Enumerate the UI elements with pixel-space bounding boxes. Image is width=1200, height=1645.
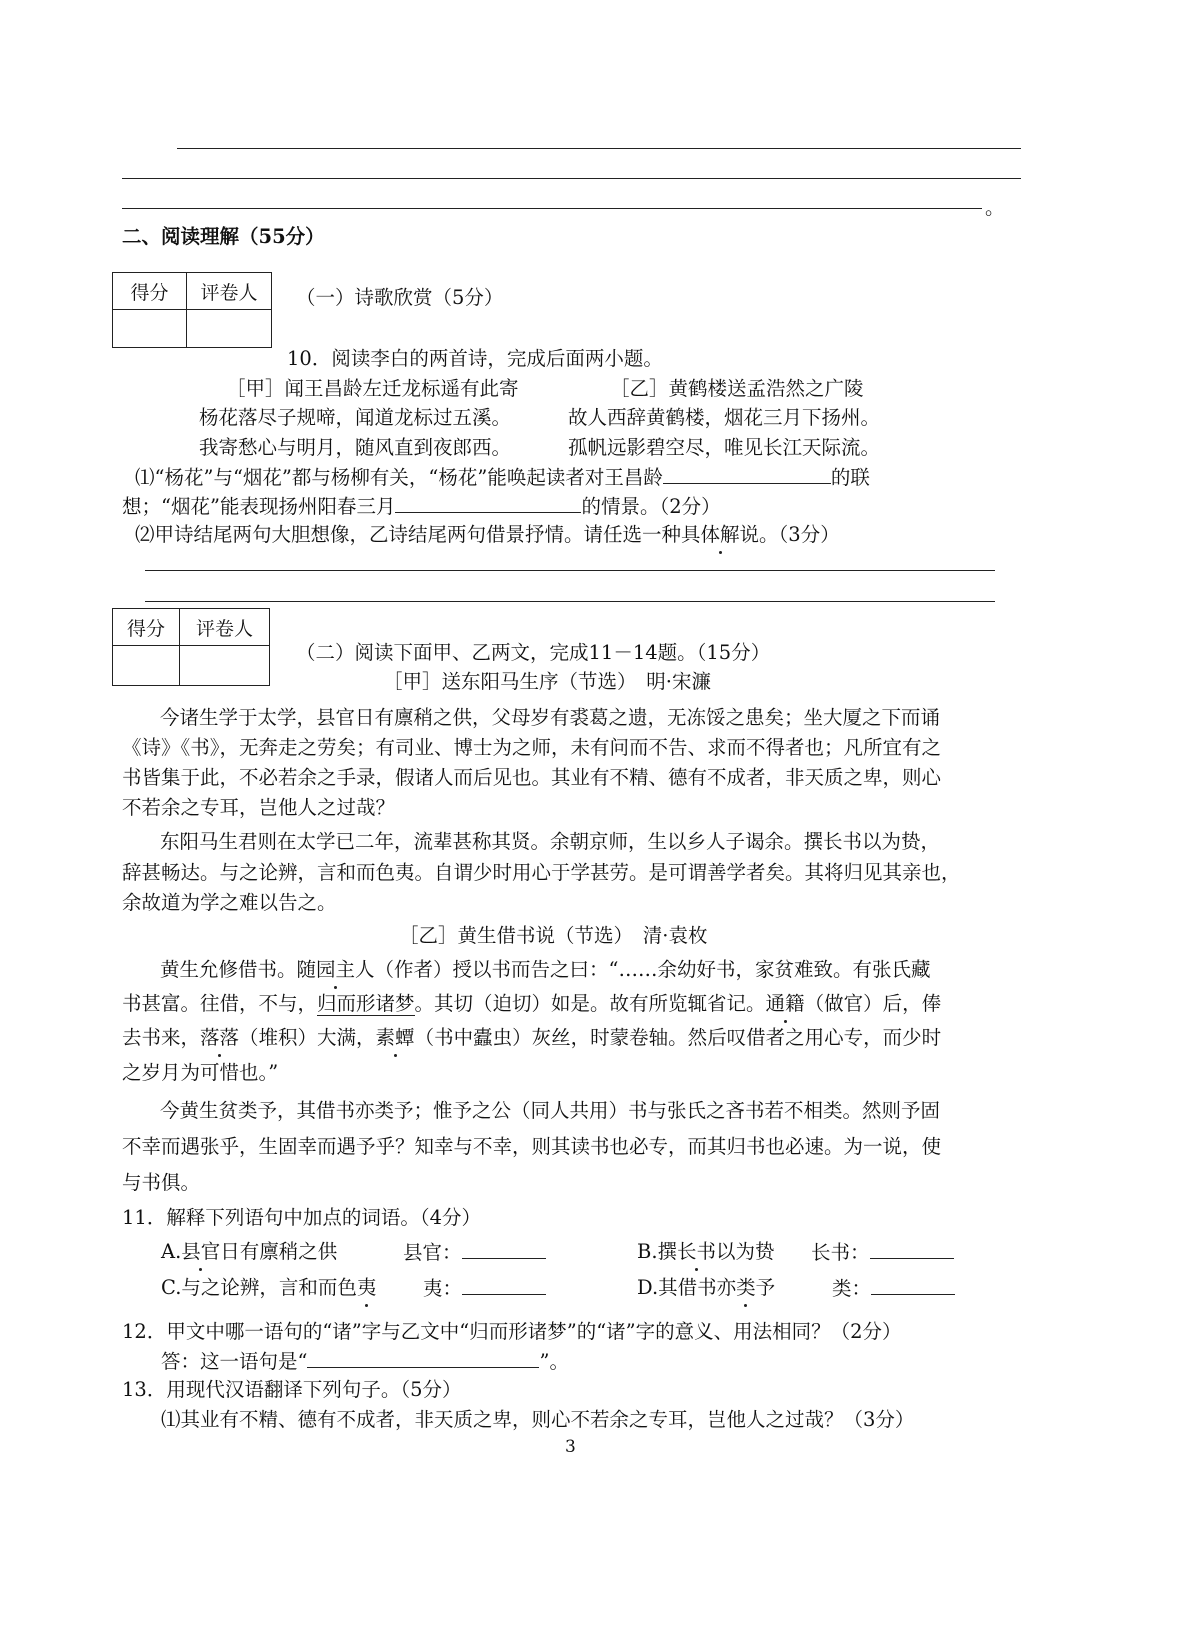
- text-a-p1-line4: 不若余之专耳，岂他人之过哉？: [122, 796, 396, 819]
- q10-prompt: 10．阅读李白的两首诗，完成后面两小题。: [287, 347, 663, 370]
- score-label: 得分: [113, 273, 187, 310]
- q10-sub1-text-d: 的情景。（2分）: [581, 495, 721, 518]
- text-b-p1-l2-dotted: 通籍: [765, 992, 805, 1015]
- q11-b-dotted: 长书: [677, 1240, 717, 1263]
- text-b-p2-line2: 不幸而遇张乎，生固幸而遇予乎？知幸与不幸，则其读书也必专，而其归书也必速。为一说，使: [122, 1135, 942, 1158]
- text-a-p1-line3: 书皆集于此，不必若余之手录，假诸人而后见也。其业有不精、德有不成者，非天质之卑，则心: [122, 766, 942, 789]
- text-b-p1-l3-c: （书中蠹虫）灰丝，时蒙卷轴。然后叹借者之用心专，而少时: [414, 1026, 942, 1049]
- q11-a-text: 日有廪稍之供: [220, 1240, 338, 1263]
- text-b-p1-l2-b: 。其切（迫切）如是。故有所览辄省记。: [414, 992, 766, 1015]
- grader-label: 评卷人: [187, 273, 272, 310]
- grader-label: 评卷人: [180, 609, 270, 646]
- q11-a-dotted: 县官: [181, 1240, 221, 1263]
- q11-d-blank[interactable]: [871, 1276, 955, 1295]
- answer-line-3: [122, 208, 982, 209]
- q10-sub1-blank-1[interactable]: [663, 465, 831, 484]
- q11-option-c: [161, 1276, 376, 1300]
- text-a-p1-line1: 今诸生学于太学，县官日有廪稍之供，父母岁有裘葛之遗，无冻馁之患矣；坐大厦之下而诵: [160, 706, 941, 729]
- q11-option-d: [637, 1276, 775, 1300]
- text-b-p2-line3: 与书俱。: [122, 1171, 201, 1194]
- q10-sub2: [135, 523, 840, 547]
- text-a-p2-line1: 东阳马生君则在太学已二年，流辈甚称其贤。余朝京师，生以乡人子谒余。撰长书以为贽，: [160, 830, 941, 853]
- q11-prompt: 11．解释下列语句中加点的词语。（4分）: [122, 1206, 481, 1229]
- text-b-p1-l3-dotted-2: 素蟫: [375, 1026, 415, 1049]
- q10-sub1-blank-2[interactable]: [395, 494, 581, 513]
- q11-c-label: 夷：: [423, 1277, 463, 1300]
- period-mark: 。: [985, 196, 1005, 219]
- q10-sub2-text-a: ⑵甲诗结尾两句大胆想像，乙诗结尾两句借景抒情。请任选一种: [135, 523, 682, 546]
- section-title: 二、阅读理解（55分）: [122, 225, 325, 248]
- q11-option-a: [161, 1240, 337, 1264]
- text-b-p1-l1-dotted: 随园主人: [296, 958, 375, 981]
- q12-answer: [161, 1349, 569, 1374]
- score-cell[interactable]: [113, 646, 180, 686]
- q12-prompt: 12．甲文中哪一语句的“诸”字与乙文中“归而形诸梦”的“诸”字的意义、用法相同？（2分）: [122, 1320, 902, 1343]
- q11-d-text-2: 予: [755, 1276, 776, 1299]
- text-b-p1-l1-b: （作者）授以书而告之曰：“……余幼好书，家贫难致。有张氏藏: [374, 958, 931, 981]
- q10-sub1-line2: [122, 494, 721, 519]
- page-number: 3: [565, 1437, 576, 1457]
- poem-a-line-2: 我寄愁心与明月，随风直到夜郎西。: [199, 436, 512, 459]
- score-label: 得分: [113, 609, 180, 646]
- part2-title: （二）阅读下面甲、乙两文，完成11－14题。（15分）: [296, 641, 771, 664]
- text-b-p1-l2-c: （做官）后，俸: [804, 992, 942, 1015]
- poem-b-line-2: 孤帆远影碧空尽，唯见长江天际流。: [568, 436, 881, 459]
- q11-c-answer: [423, 1276, 546, 1301]
- text-b-p1-line3: [122, 1026, 941, 1050]
- poem-a-line-1: 杨花落尽子规啼，闻道龙标过五溪。: [199, 406, 512, 429]
- q12-answer-suffix: ”。: [539, 1350, 569, 1373]
- q12-blank[interactable]: [307, 1349, 539, 1368]
- poem-a-title: ［甲］闻王昌龄左迁龙标遥有此寄: [226, 377, 519, 400]
- text-b-p1-line4: 之岁月为可惜也。”: [122, 1061, 279, 1084]
- q10-sub2-text-b: 。（3分）: [759, 523, 840, 546]
- q12-answer-prefix: 答：这一语句是“: [161, 1350, 308, 1373]
- q11-d-text: D.其借书亦: [637, 1276, 737, 1299]
- poem-b-line-1: 故人西辞黄鹤楼，烟花三月下扬州。: [568, 406, 881, 429]
- answer-line-1: [177, 148, 1021, 149]
- q11-b-label: 长书：: [811, 1241, 870, 1264]
- text-b-p1-line2: [122, 992, 941, 1016]
- q11-c-dotted: 夷: [356, 1276, 377, 1299]
- q10-sub1-text-c: 想；“烟花”能表现扬州阳春三月: [122, 495, 396, 518]
- text-b-p1-l1-a: 黄生允修借书。: [160, 958, 297, 981]
- q11-c-blank[interactable]: [462, 1276, 546, 1295]
- q11-a-answer: [403, 1240, 546, 1265]
- text-a-p1-line2: 《诗》《书》，无奔走之劳矣；有司业、博士为之师，未有问而不告、求而不得者也；凡所宜有之: [122, 736, 942, 759]
- q10-sub1-text-a: ⑴“杨花”与“烟花”都与杨柳有关，“杨花”能唤起读者对王昌龄: [135, 466, 663, 489]
- text-b-title: ［乙］黄生借书说（节选） 清·袁枚: [399, 924, 708, 947]
- q11-d-answer: [832, 1276, 955, 1301]
- text-b-p1-l2-underlined: 归而形诸梦: [317, 992, 415, 1015]
- q11-b-answer: [811, 1240, 954, 1265]
- q11-d-dotted: 类: [736, 1276, 756, 1299]
- grade-box-1: [112, 272, 272, 348]
- poem-b-title: ［乙］黄鹤楼送孟浩然之广陵: [610, 377, 864, 400]
- q13-prompt: 13．用现代汉语翻译下列句子。（5分）: [122, 1378, 462, 1401]
- q11-d-label: 类：: [832, 1277, 872, 1300]
- text-b-p1-l3-b: （堆积）大满，: [239, 1026, 376, 1049]
- part1-title: （一）诗歌欣赏（5分）: [296, 286, 504, 309]
- text-a-title: ［甲］送东阳马生序（节选） 明·宋濂: [383, 670, 711, 693]
- q11-b-blank[interactable]: [870, 1240, 954, 1259]
- q11-b-text: 以为贽: [716, 1240, 775, 1263]
- answer-line-2: [122, 178, 1021, 179]
- q11-c-text: C.与之论辨，言和而色: [161, 1276, 357, 1299]
- grade-box-2: [112, 608, 270, 686]
- q10-sub2-dotted: 具体解说: [681, 523, 760, 546]
- q11-a-prefix: A.: [161, 1240, 182, 1263]
- grader-cell[interactable]: [187, 310, 272, 348]
- q11-a-blank[interactable]: [462, 1240, 546, 1259]
- q11-b-prefix: B.撰: [637, 1240, 678, 1263]
- text-b-p1-line1: [160, 958, 931, 982]
- q10-sub1-line1: [135, 465, 870, 490]
- q13-sub1: ⑴其业有不精、德有不成者，非天质之卑，则心不若余之专耳，岂他人之过哉？（3分）: [161, 1408, 915, 1431]
- q10-sub1-text-b: 的联: [830, 466, 870, 489]
- q11-option-b: [637, 1240, 775, 1264]
- q11-a-label: 县官：: [403, 1241, 462, 1264]
- score-cell[interactable]: [113, 310, 187, 348]
- text-a-p2-line3: 余故道为学之难以告之。: [122, 891, 337, 914]
- text-a-p2-line2: 辞甚畅达。与之论辨，言和而色夷。自谓少时用心于学甚劳。是可谓善学者矣。其将归见其亲也，: [122, 861, 961, 884]
- text-b-p1-l2-a: 书甚富。往借，不与，: [122, 992, 318, 1015]
- text-b-p1-l3-a: 去书来，: [122, 1026, 201, 1049]
- answer-line-4: [145, 570, 995, 571]
- grader-cell[interactable]: [180, 646, 270, 686]
- answer-line-5: [145, 601, 995, 602]
- text-b-p1-l3-dotted-1: 落落: [200, 1026, 240, 1049]
- text-b-p2-line1: 今黄生贫类予，其借书亦类予；惟予之公（同人共用）书与张氏之吝书若不相类。然则予固: [160, 1099, 941, 1122]
